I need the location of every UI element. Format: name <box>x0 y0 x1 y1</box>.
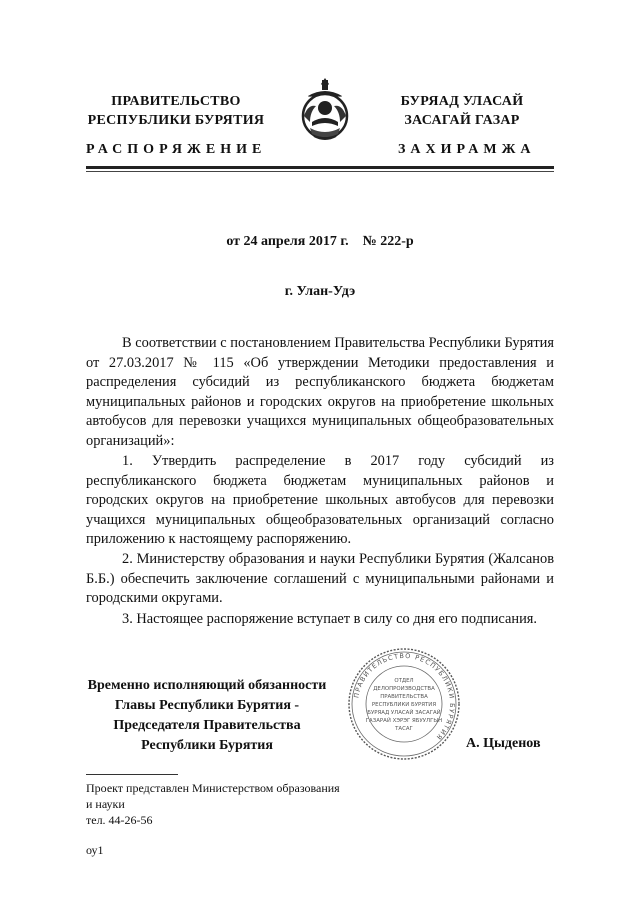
header-left-line1: ПРАВИТЕЛЬСТВО <box>111 94 241 109</box>
item-3-paragraph <box>86 610 554 630</box>
header-left-line2: РЕСПУБЛИКИ БУРЯТИЯ <box>87 113 265 128</box>
header-right-line2: ЗАСАГАЙ ГАЗАР <box>404 113 520 128</box>
document-kind-bua: ЗАХИРАМЖА <box>398 142 536 157</box>
coat-of-arms-emblem <box>298 78 352 144</box>
signatory-title <box>72 676 342 756</box>
stamp-line-7: ТАСАГ <box>395 726 413 732</box>
footer-rule <box>86 774 178 775</box>
signatory-title-line3: Председателя Правительства <box>113 718 301 733</box>
item-2-text: 2. Министерству образования и науки Республики Бурятия (Жалсанов Б.Б.) обеспечить заключение соглашений с муниципальными районами и городскими округами. <box>86 551 554 606</box>
header-rule-thick <box>86 166 554 169</box>
signatory-title-line1: Временно исполняющий обязанности <box>87 678 327 693</box>
footer-line4: оу1 <box>86 843 104 857</box>
stamp-line-2: ДЕЛОПРОИЗВОДСТВА <box>373 686 435 692</box>
footer-line3: тел. 44-26-56 <box>86 813 153 827</box>
item-2-paragraph <box>86 550 554 609</box>
header-rule-thin <box>86 171 554 172</box>
item-1-text: 1. Утвердить распределение в 2017 году субсидий из республиканского бюджета бюджетам муниципальных районов и городских округов на приобретение школьных автобусов для перевозки учащихся муниципальных общеобразовательных организаций согласно приложению к настоящему распоряжению. <box>86 453 554 547</box>
document-city: г. Улан-Удэ <box>284 284 356 299</box>
stamp-line-3: ПРАВИТЕЛЬСТВА <box>380 694 428 700</box>
item-3-text: 3. Настоящее распоряжение вступает в силу со дня его подписания. <box>122 611 537 627</box>
header-left-org <box>86 92 266 130</box>
stamp-line-5: БУРЯАД УЛАСАЙ ЗАСАГАЙ <box>367 710 441 716</box>
official-stamp <box>346 646 462 762</box>
document-date-number: от 24 апреля 2017 г. № 222-р <box>226 234 414 249</box>
footer-line2: и науки <box>86 797 125 811</box>
document-kind-ru: РАСПОРЯЖЕНИЕ <box>86 142 267 157</box>
item-1-paragraph <box>86 452 554 550</box>
stamp-outer-text: ПРАВИТЕЛЬСТВО РЕСПУБЛИКИ БУРЯТИЯ <box>352 651 457 742</box>
stamp-line-1: ОТДЕЛ <box>394 678 414 684</box>
signatory-title-line2: Главы Республики Бурятия - <box>114 698 300 713</box>
header-right-org <box>372 92 552 130</box>
header-right-line1: БУРЯАД УЛАСАЙ <box>400 94 524 109</box>
signatory-title-line4: Республики Бурятия <box>141 738 273 753</box>
signatory-name: А. Цыденов <box>466 736 541 751</box>
preamble-text: В соответствии с постановлением Правительства Республики Бурятия от 27.03.2017 № 115 «Об утверждении Методики предоставления и распределения субсидий из республиканского бюджета бюджетам муниципальных районов и городских округов на приобретение школьных автобусов для перевозки учащихся муниципальных общеобразовательных организаций»: <box>86 335 554 449</box>
footer-note <box>86 780 340 858</box>
footer-line1: Проект представлен Министерством образования <box>86 781 340 795</box>
stamp-line-6: ГАЗАРАЙ ХЭРЭГ ЯБУУЛГЫН <box>365 718 443 724</box>
stamp-line-4: РЕСПУБЛИКИ БУРЯТИЯ <box>371 702 437 708</box>
preamble-paragraph <box>86 334 554 451</box>
